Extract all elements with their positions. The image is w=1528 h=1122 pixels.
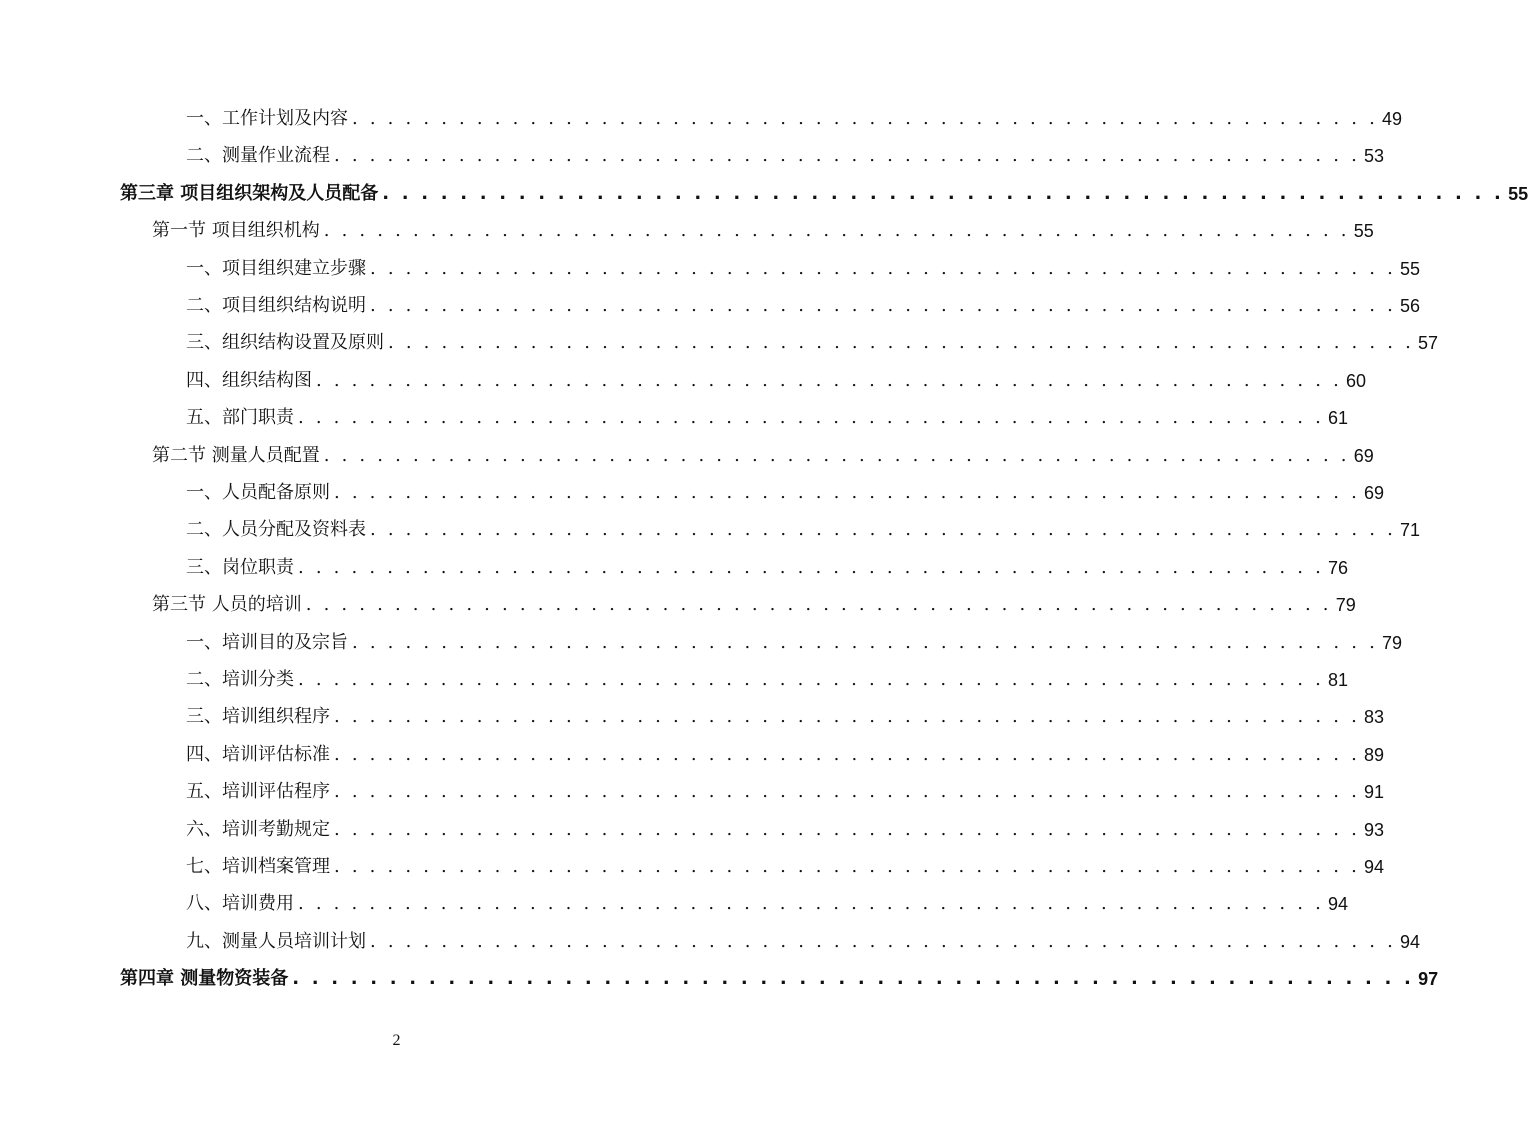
toc-entry[interactable] — [186, 742, 1385, 768]
toc-dot-leader: . . . . . . . . . . . . . . . . . . . . . . . . . . . . . . . . . . . . . . . . . . . . . . . . . . . . . . . . . . — [298, 556, 1324, 578]
toc-entry-label: 九、测量人员培训计划 — [186, 930, 366, 952]
toc-entry[interactable] — [186, 929, 1421, 955]
toc-entry[interactable] — [186, 330, 1439, 356]
toc-entry-label: 五、培训评估程序 — [186, 781, 330, 803]
toc-dot-leader: . . . . . . . . . . . . . . . . . . . . . . . . . . . . . . . . . . . . . . . . . . . . . . . . . . . . . . . . . . — [370, 519, 1396, 541]
toc-entry[interactable] — [186, 817, 1385, 843]
toc-dot-leader: . . . . . . . . . . . . . . . . . . . . . . . . . . . . . . . . . . . . . . . . . . . . . . . . . . . . . . . . . . — [298, 669, 1324, 690]
toc-entry-page-number: 94 — [1328, 894, 1349, 915]
toc-entry-page-number: 53 — [1364, 146, 1385, 167]
toc-entry-page-number: 55 — [1400, 258, 1421, 279]
toc-entry[interactable] — [186, 293, 1421, 319]
toc-entry-label: 四、培训评估标准 — [186, 743, 330, 765]
toc-entry-label: 四、组织结构图 — [186, 369, 312, 391]
toc-entry-label: 六、培训考勤规定 — [186, 818, 330, 840]
toc-entry-page-number: 83 — [1364, 707, 1385, 728]
toc-entry-page-number: 79 — [1382, 632, 1403, 653]
toc-entry-label: 一、工作计划及内容 — [186, 108, 348, 129]
toc-entry[interactable] — [152, 592, 1356, 618]
toc-dot-leader: . . . . . . . . . . . . . . . . . . . . . . . . . . . . . . . . . . . . . . . . . . . . . . . . . . . . . . . . . . — [334, 482, 1360, 503]
toc-entry-label: 三、岗位职责 — [186, 556, 294, 578]
toc-entry-label: 三、组织结构设置及原则 — [186, 332, 384, 354]
toc-entry-page-number: 69 — [1353, 445, 1374, 466]
toc-entry-label: 二、人员分配及资料表 — [186, 519, 366, 541]
toc-entry[interactable] — [152, 218, 1374, 244]
toc-entry-page-number: 71 — [1400, 520, 1421, 541]
toc-entry-label: 一、人员配备原则 — [186, 482, 330, 503]
toc-dot-leader: . . . . . . . . . . . . . . . . . . . . . . . . . . . . . . . . . . . . . . . . . . . . . . . . . . . . . . . . . . — [334, 743, 1360, 765]
toc-entry-page-number: 79 — [1335, 595, 1356, 616]
toc-entry[interactable] — [186, 368, 1367, 394]
toc-entry[interactable] — [186, 854, 1385, 880]
toc-entry-label: 第四章 测量物资装备 — [120, 968, 289, 990]
toc-dot-leader: . . . . . . . . . . . . . . . . . . . . . . . . . . . . . . . . . . . . . . . . . . . . . . . . . . . . . . . . . . — [388, 332, 1414, 354]
toc-entry-page-number: 56 — [1400, 296, 1421, 316]
toc-entry-page-number: 61 — [1328, 408, 1349, 429]
toc-entry-label: 一、项目组织建立步骤 — [186, 257, 366, 279]
toc-dot-leader: . . . . . . . . . . . . . . . . . . . . . . . . . . . . . . . . . . . . . . . . . . . . . . . . . . . . . . . . . . — [316, 369, 1342, 391]
toc-dot-leader: . . . . . . . . . . . . . . . . . . . . . . . . . . . . . . . . . . . . . . . . . . . . . . . . . . . . . . . . . . — [382, 182, 1505, 204]
toc-entry[interactable] — [186, 106, 1403, 132]
toc-entry[interactable] — [186, 555, 1349, 581]
toc-entry-label: 三、培训组织程序 — [186, 706, 330, 728]
toc-dot-leader: . . . . . . . . . . . . . . . . . . . . . . . . . . . . . . . . . . . . . . . . . . . . . . . . . . . . . . . . . . — [305, 594, 1332, 616]
toc-dot-leader: . . . . . . . . . . . . . . . . . . . . . . . . . . . . . . . . . . . . . . . . . . . . . . . . . . . . . . . . . . — [370, 295, 1396, 316]
toc-entry-label: 二、培训分类 — [186, 669, 294, 690]
toc-entry-page-number: 91 — [1364, 782, 1385, 803]
toc-dot-leader: . . . . . . . . . . . . . . . . . . . . . . . . . . . . . . . . . . . . . . . . . . . . . . . . . . . . . . . . . . — [292, 968, 1415, 990]
toc-entry-label: 八、培训费用 — [186, 893, 294, 915]
toc-dot-leader: . . . . . . . . . . . . . . . . . . . . . . . . . . . . . . . . . . . . . . . . . . . . . . . . . . . . . . . . . . — [323, 444, 1350, 466]
toc-entry-page-number: 55 — [1353, 221, 1374, 242]
toc-entry-label: 第三章 项目组织架构及人员配备 — [120, 182, 379, 204]
toc-dot-leader: . . . . . . . . . . . . . . . . . . . . . . . . . . . . . . . . . . . . . . . . . . . . . . . . . . . . . . . . . . — [334, 781, 1360, 803]
toc-entry-page-number: 94 — [1364, 857, 1385, 877]
toc-dot-leader: . . . . . . . . . . . . . . . . . . . . . . . . . . . . . . . . . . . . . . . . . . . . . . . . . . . . . . . . . . — [370, 257, 1396, 279]
toc-dot-leader: . . . . . . . . . . . . . . . . . . . . . . . . . . . . . . . . . . . . . . . . . . . . . . . . . . . . . . . . . . — [352, 108, 1378, 129]
toc-dot-leader: . . . . . . . . . . . . . . . . . . . . . . . . . . . . . . . . . . . . . . . . . . . . . . . . . . . . . . . . . . — [334, 818, 1360, 840]
toc-entry[interactable] — [186, 704, 1385, 730]
toc-entry-page-number: 76 — [1328, 557, 1349, 578]
toc-entry-label: 二、测量作业流程 — [186, 145, 330, 167]
toc-dot-leader: . . . . . . . . . . . . . . . . . . . . . . . . . . . . . . . . . . . . . . . . . . . . . . . . . . . . . . . . . . — [323, 220, 1350, 242]
toc-entry[interactable] — [186, 405, 1349, 431]
toc-entry-page-number: 57 — [1418, 333, 1439, 354]
toc-entry-page-number: 89 — [1364, 744, 1385, 765]
toc-entry-page-number: 60 — [1346, 370, 1367, 391]
toc-entry[interactable] — [186, 891, 1349, 917]
toc-entry-label: 第三节 人员的培训 — [152, 594, 302, 616]
toc-entry[interactable] — [186, 779, 1385, 805]
toc-entry[interactable] — [120, 966, 1439, 992]
toc-entry-page-number: 97 — [1418, 969, 1439, 990]
toc-dot-leader: . . . . . . . . . . . . . . . . . . . . . . . . . . . . . . . . . . . . . . . . . . . . . . . . . . . . . . . . . . — [298, 407, 1324, 429]
toc-entry[interactable] — [186, 480, 1385, 506]
toc-entry-page-number: 49 — [1382, 109, 1403, 129]
toc-entry[interactable] — [186, 143, 1385, 169]
toc-entry-label: 五、部门职责 — [186, 407, 294, 429]
toc-entry-page-number: 81 — [1328, 670, 1349, 690]
toc-entry-label: 第一节 项目组织机构 — [152, 220, 320, 242]
toc-entry-label: 二、项目组织结构说明 — [186, 295, 366, 316]
toc-dot-leader: . . . . . . . . . . . . . . . . . . . . . . . . . . . . . . . . . . . . . . . . . . . . . . . . . . . . . . . . . . — [370, 930, 1396, 952]
toc-dot-leader: . . . . . . . . . . . . . . . . . . . . . . . . . . . . . . . . . . . . . . . . . . . . . . . . . . . . . . . . . . — [334, 856, 1360, 877]
toc-dot-leader: . . . . . . . . . . . . . . . . . . . . . . . . . . . . . . . . . . . . . . . . . . . . . . . . . . . . . . . . . . — [334, 706, 1360, 728]
toc-entry[interactable] — [186, 667, 1349, 693]
page-number: 2 — [392, 1032, 401, 1049]
toc-entry[interactable] — [186, 630, 1403, 656]
toc-entry-page-number: 55 — [1508, 183, 1528, 204]
toc-dot-leader: . . . . . . . . . . . . . . . . . . . . . . . . . . . . . . . . . . . . . . . . . . . . . . . . . . . . . . . . . . — [352, 631, 1378, 653]
toc-entry-label: 七、培训档案管理 — [186, 856, 330, 877]
toc-entry[interactable] — [186, 517, 1421, 543]
toc-entry-label: 一、培训目的及宗旨 — [186, 631, 348, 653]
toc-entry-page-number: 93 — [1364, 819, 1385, 840]
toc-entry-page-number: 94 — [1400, 931, 1421, 952]
toc-dot-leader: . . . . . . . . . . . . . . . . . . . . . . . . . . . . . . . . . . . . . . . . . . . . . . . . . . . . . . . . . . — [334, 145, 1360, 167]
toc-entry[interactable] — [152, 443, 1374, 469]
toc-entry-label: 第二节 测量人员配置 — [152, 444, 320, 466]
toc-dot-leader: . . . . . . . . . . . . . . . . . . . . . . . . . . . . . . . . . . . . . . . . . . . . . . . . . . . . . . . . . . — [298, 893, 1324, 915]
toc-entry[interactable] — [120, 181, 1528, 207]
toc-entry-page-number: 69 — [1364, 483, 1385, 503]
toc-entry[interactable] — [186, 256, 1421, 282]
